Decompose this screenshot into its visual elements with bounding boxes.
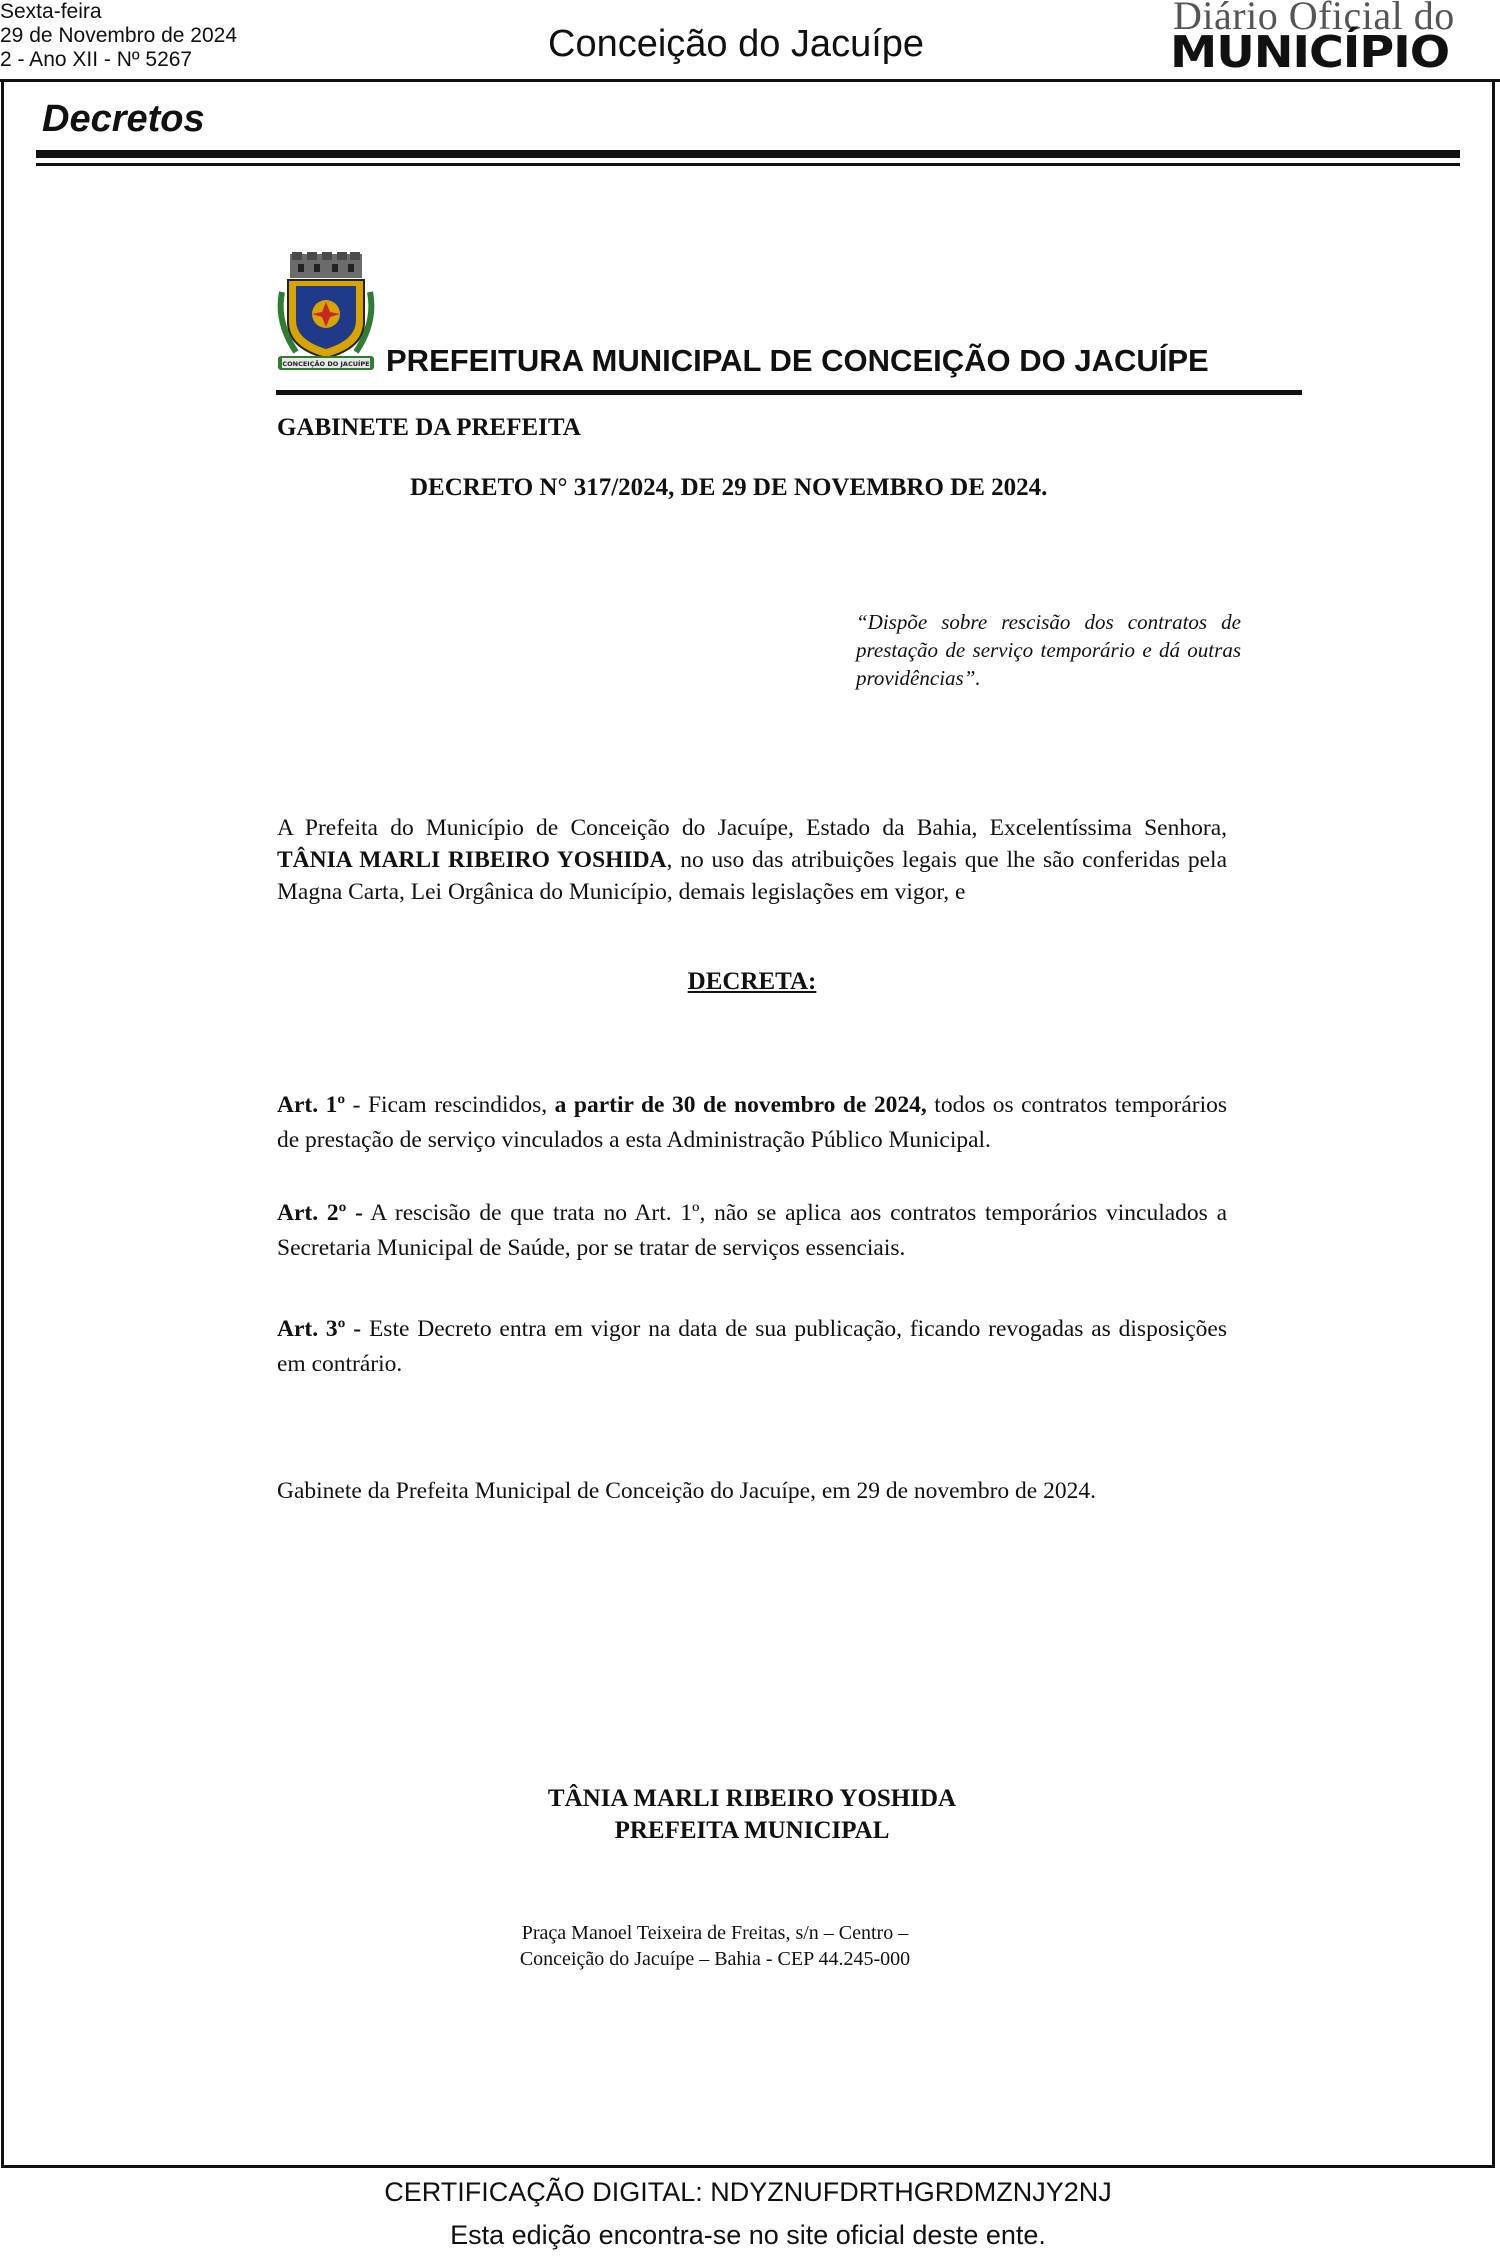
masthead: [0, 0, 1500, 80]
edition-number: 2 - Ano XII - Nº 5267: [0, 48, 193, 71]
section-divider-thick: [36, 150, 1460, 158]
municipal-crest-icon: [276, 252, 376, 376]
article-1: [277, 1088, 1227, 1158]
article-1-emphasis: a partir de 30 de novembro de 2024,: [554, 1092, 927, 1118]
article-3-label: Art. 3º -: [277, 1316, 362, 1342]
section-divider-thin: [36, 163, 1460, 166]
address-block: [0, 1920, 1500, 1972]
article-2-label: Art. 2º -: [277, 1200, 363, 1226]
city-name: Conceição do Jacuípe: [548, 23, 925, 65]
office-name: GABINETE DA PREFEITA: [277, 414, 581, 441]
article-2-text: A rescisão de que trata no Art. 1º, não se aplica aos contratos temporários vinculados a Secretaria Municipal de Saúde, por se tratar de serviços essenciais.: [277, 1200, 1228, 1261]
decree-title: DECRETO N° 317/2024, DE 29 DE NOVEMBRO DE 2024.: [410, 474, 1048, 501]
decreta-label: DECRETA:: [687, 968, 817, 995]
site-note-text: Esta edição encontra-se no site oficial deste ente.: [450, 2220, 1046, 2250]
letterhead-divider: [276, 390, 1302, 395]
signature-block: [0, 1783, 1500, 1847]
digital-certification: [0, 2176, 1500, 2208]
article-1-text-b: todos os contratos temporários de prestação de serviço vinculados a esta Administração Público Municipal.: [277, 1092, 1228, 1153]
decree-preamble: [277, 812, 1227, 908]
logo-line2: MUNICÍPIO: [1170, 27, 1450, 78]
signatory-name: TÂNIA MARLI RIBEIRO YOSHIDA: [547, 1785, 957, 1812]
edition-info: [0, 0, 237, 72]
signatory-role: PREFEITA MUNICIPAL: [614, 1817, 890, 1844]
preamble-mayor-name: TÂNIA MARLI RIBEIRO YOSHIDA: [277, 847, 667, 873]
address-line-2: Conceição do Jacuípe – Bahia - CEP 44.245-000: [519, 1948, 911, 1970]
closing-statement: Gabinete da Prefeita Municipal de Conceição do Jacuípe, em 29 de novembro de 2024.: [277, 1478, 1096, 1504]
section-title: Decretos: [42, 98, 205, 140]
prefeitura-title: PREFEITURA MUNICIPAL DE CONCEIÇÃO DO JACUÍPE: [386, 343, 1209, 378]
crest-ribbon-text: CONCEIÇÃO DO JACUÍPE: [282, 360, 370, 368]
publication-date: 29 de Novembro de 2024: [0, 24, 237, 47]
decree-ementa: “Dispõe sobre rescisão dos contratos de prestação de serviço temporário e dá outras providências”.: [856, 610, 1241, 690]
address-line-1: Praça Manoel Teixeira de Freitas, s/n – Centro –: [521, 1922, 909, 1944]
article-3-text: Este Decreto entra em vigor na data de sua publicação, ficando revogadas as disposições em contrário.: [277, 1316, 1228, 1377]
article-1-text-a: - Ficam rescindidos,: [345, 1092, 555, 1118]
logo-line1: Diário Oficial do: [1173, 0, 1455, 38]
decreta-heading: [0, 966, 1500, 998]
article-3: [277, 1312, 1227, 1382]
weekday: Sexta-feira: [0, 0, 102, 23]
certification-code: CERTIFICAÇÃO DIGITAL: NDYZNUFDRTHGRDMZNJY2NJ: [384, 2177, 1112, 2207]
article-2: [277, 1196, 1227, 1266]
site-note: [0, 2219, 1500, 2251]
article-1-label: Art. 1º: [277, 1092, 346, 1118]
preamble-text-a: A Prefeita do Município de Conceição do Jacuípe, Estado da Bahia, Excelentíssima Senhora,: [277, 815, 1227, 841]
preamble-text-b: , no uso das atribuições legais que lhe são conferidas pela Magna Carta, Lei Orgânica do Município, demais legislações em vigor, e: [277, 847, 1227, 905]
diario-oficial-logo: [1170, 0, 1455, 78]
